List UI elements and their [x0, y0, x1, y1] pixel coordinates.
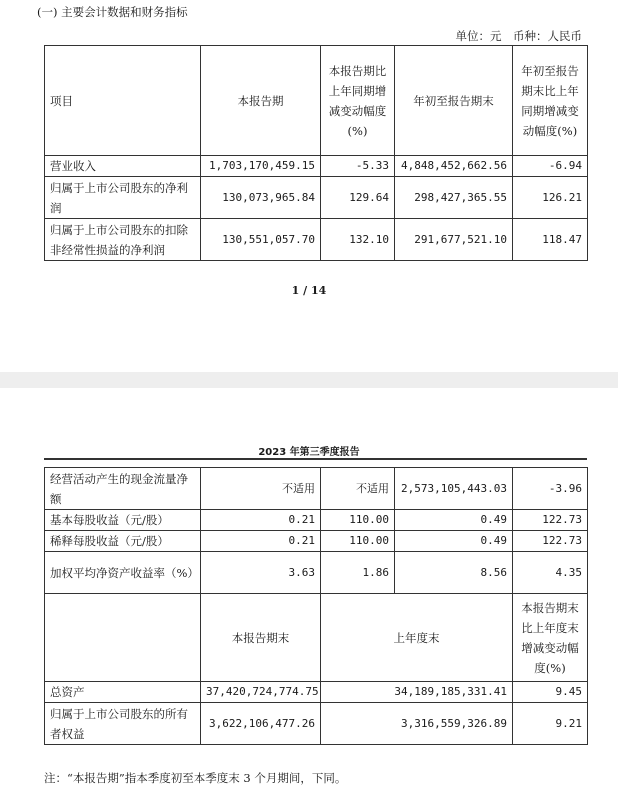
cell-value: 8.56	[395, 552, 513, 594]
report-page-2	[0, 388, 618, 799]
key-financials-table-continued	[44, 467, 588, 745]
cell-value: 0.21	[201, 531, 321, 552]
cell-value: 不适用	[321, 468, 395, 510]
row-label: 归属于上市公司股东的所有者权益	[45, 703, 201, 745]
cell-value: 130,073,965.84	[201, 177, 321, 219]
row-label: 总资产	[45, 682, 201, 703]
row-label: 稀释每股收益（元/股）	[45, 531, 201, 552]
table-header-row	[45, 46, 588, 156]
table-row	[45, 552, 588, 594]
cell-value: 0.49	[395, 531, 513, 552]
section-title: (一) 主要会计数据和财务指标	[37, 5, 188, 19]
cell-value: 34,189,185,331.41	[321, 682, 513, 703]
cell-value: 1.86	[321, 552, 395, 594]
cell-value: 110.00	[321, 531, 395, 552]
cell-value: 3,622,106,477.26	[201, 703, 321, 745]
cell-value: -5.33	[321, 156, 395, 177]
table-row	[45, 156, 588, 177]
cell-value: 126.21	[513, 177, 588, 219]
page-separator	[0, 372, 618, 388]
cell-value: 122.73	[513, 531, 588, 552]
table-row	[45, 468, 588, 510]
cell-value: 4.35	[513, 552, 588, 594]
col-header-change: 本报告期末比上年度末增减变动幅度(%)	[513, 594, 588, 682]
table-row	[45, 682, 588, 703]
cell-value: -6.94	[513, 156, 588, 177]
col-header-ytd-yoy: 年初至报告期末比上年同期增减变动幅度(%)	[513, 46, 588, 156]
footnote: 注：“本报告期”指本季度初至本季度末 3 个月期间，下同。	[44, 771, 347, 785]
cell-value: 37,420,724,774.75	[201, 682, 321, 703]
cell-value: -3.96	[513, 468, 588, 510]
table-row	[45, 177, 588, 219]
col-header-current-period: 本报告期	[201, 46, 321, 156]
cell-value: 122.73	[513, 510, 588, 531]
col-header-item: 项目	[45, 46, 201, 156]
row-label: 归属于上市公司股东的扣除非经常性损益的净利润	[45, 219, 201, 261]
cell-value: 129.64	[321, 177, 395, 219]
row-label: 加权平均净资产收益率（%）	[45, 552, 201, 594]
header-rule	[44, 458, 587, 460]
cell-value: 不适用	[201, 468, 321, 510]
table-row	[45, 219, 588, 261]
cell-value: 132.10	[321, 219, 395, 261]
cell-value: 110.00	[321, 510, 395, 531]
cell-value: 291,677,521.10	[395, 219, 513, 261]
cell-value: 0.49	[395, 510, 513, 531]
table-row	[45, 531, 588, 552]
subheader-empty-cell	[45, 594, 201, 682]
cell-value: 298,427,365.55	[395, 177, 513, 219]
cell-value: 3,316,559,326.89	[321, 703, 513, 745]
cell-value: 1,703,170,459.15	[201, 156, 321, 177]
cell-value: 9.21	[513, 703, 588, 745]
running-head: 2023 年第三季度报告	[258, 447, 360, 458]
col-header-current-yoy: 本报告期比上年同期增减变动幅度(%)	[321, 46, 395, 156]
col-header-ytd: 年初至报告期末	[395, 46, 513, 156]
cell-value: 3.63	[201, 552, 321, 594]
report-page-1	[0, 0, 618, 372]
col-header-period-end: 本报告期末	[201, 594, 321, 682]
cell-value: 130,551,057.70	[201, 219, 321, 261]
row-label: 归属于上市公司股东的净利润	[45, 177, 201, 219]
table-row	[45, 510, 588, 531]
row-label: 营业收入	[45, 156, 201, 177]
key-financials-table	[44, 45, 588, 261]
cell-value: 9.45	[513, 682, 588, 703]
cell-value: 0.21	[201, 510, 321, 531]
unit-currency-line: 单位：元 币种：人民币	[455, 29, 582, 43]
row-label: 经营活动产生的现金流量净额	[45, 468, 201, 510]
row-label: 基本每股收益（元/股）	[45, 510, 201, 531]
cell-value: 4,848,452,662.56	[395, 156, 513, 177]
table-row	[45, 703, 588, 745]
table-subheader-row	[45, 594, 588, 682]
cell-value: 118.47	[513, 219, 588, 261]
page-number: 1 / 14	[291, 284, 327, 297]
col-header-prior-year-end: 上年度末	[321, 594, 513, 682]
cell-value: 2,573,105,443.03	[395, 468, 513, 510]
